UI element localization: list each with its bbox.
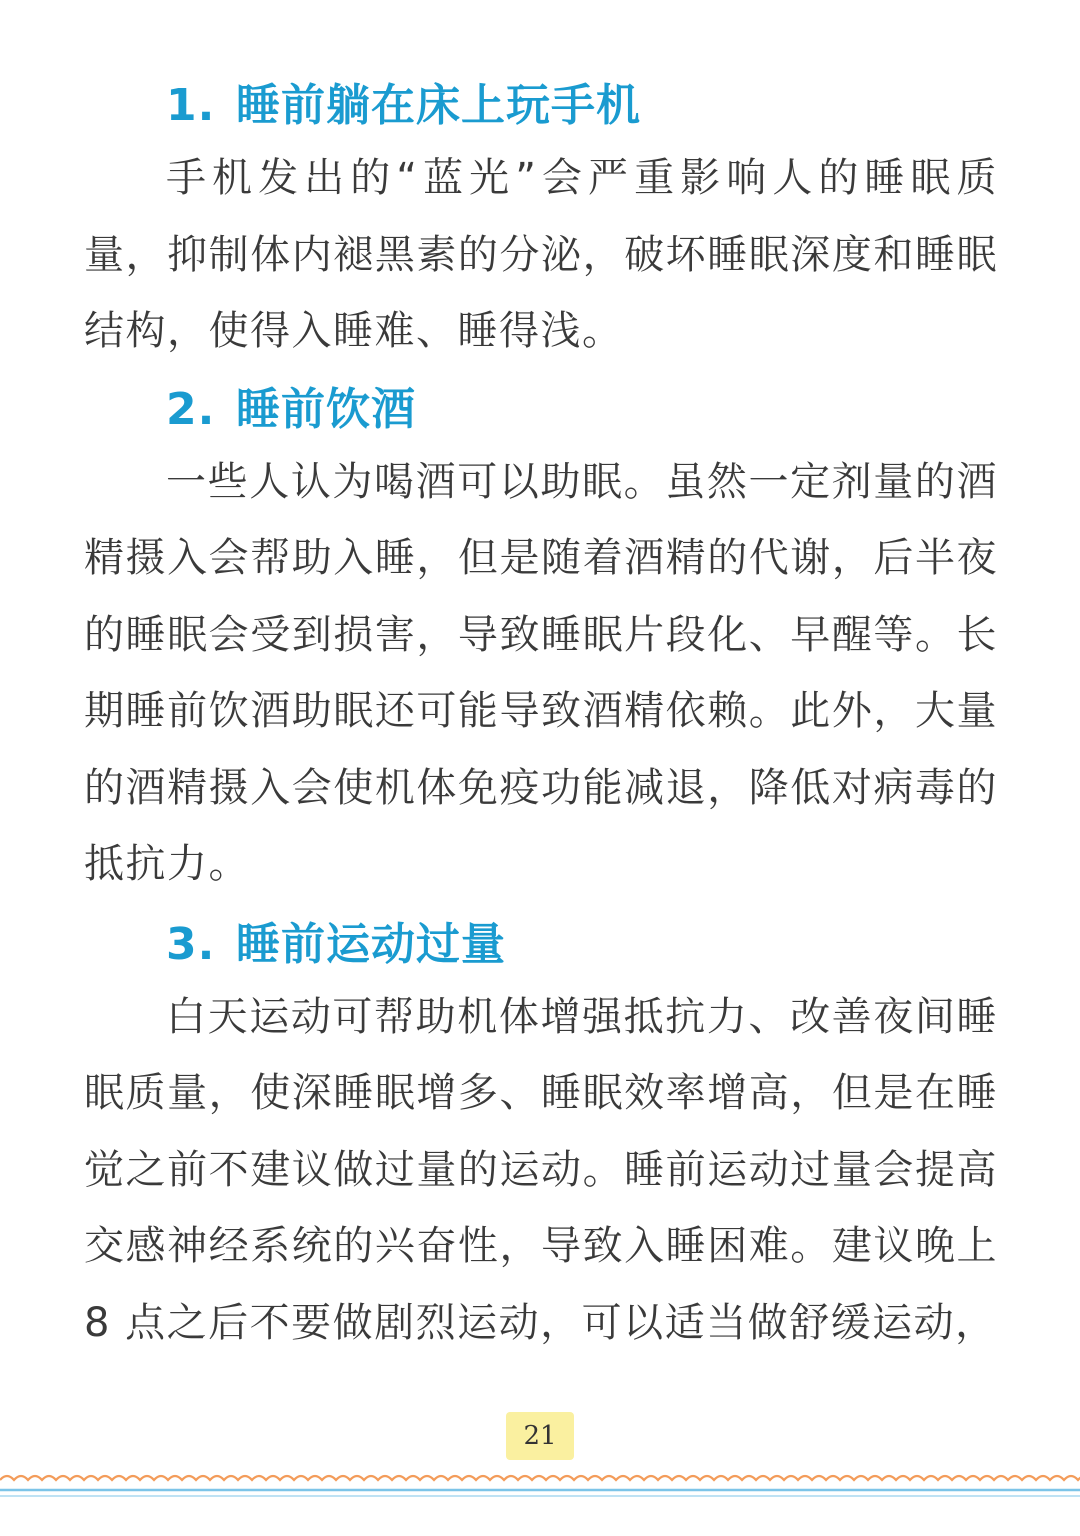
section-2-body: 一些人认为喝酒可以助眠。虽然一定剂量的酒精摄入会帮助入睡，但是随着酒精的代谢，后半夜的睡眠会受到损害，导致睡眠片段化、早醒等。长期睡前饮酒助眠还可能导致酒精依赖。此外，大量的酒精摄入会使机体免疫功能减退，降低对病毒的抵抗力。 [84, 458, 998, 887]
section-1-number: 1. [166, 80, 216, 131]
section-3-heading [84, 911, 998, 979]
section-3-number: 3. [166, 918, 216, 970]
footer-wave-decoration [0, 1468, 1080, 1504]
section-1 [84, 72, 998, 370]
section-3-title: 睡前运动过量 [236, 918, 506, 970]
section-3 [84, 911, 998, 1362]
page-number-badge [506, 1412, 574, 1460]
page-number: 21 [523, 1421, 557, 1451]
section-1-body: 手机发出的“蓝光”会严重影响人的睡眠质量，抑制体内褪黑素的分泌，破坏睡眠深度和睡眠结构，使得入睡难、睡得浅。 [84, 155, 998, 354]
section-2 [84, 376, 998, 903]
page-content [84, 72, 998, 1361]
orange-wave-line [0, 1476, 1080, 1480]
section-1-title: 睡前躺在床上玩手机 [236, 80, 641, 131]
section-1-heading [84, 72, 998, 140]
section-2-heading [84, 376, 998, 444]
page-footer [0, 1404, 1080, 1536]
section-3-body: 白天运动可帮助机体增强抵抗力、改善夜间睡眠质量，使深睡眠增多、睡眠效率增高，但是在睡觉之前不建议做过量的运动。睡前运动过量会提高交感神经系统的兴奋性，导致入睡困难。建议晚上8 点之后不要做剧烈运动，可以适当做舒缓运动， [84, 993, 998, 1346]
section-2-number: 2. [166, 383, 216, 435]
section-2-title: 睡前饮酒 [236, 383, 416, 435]
